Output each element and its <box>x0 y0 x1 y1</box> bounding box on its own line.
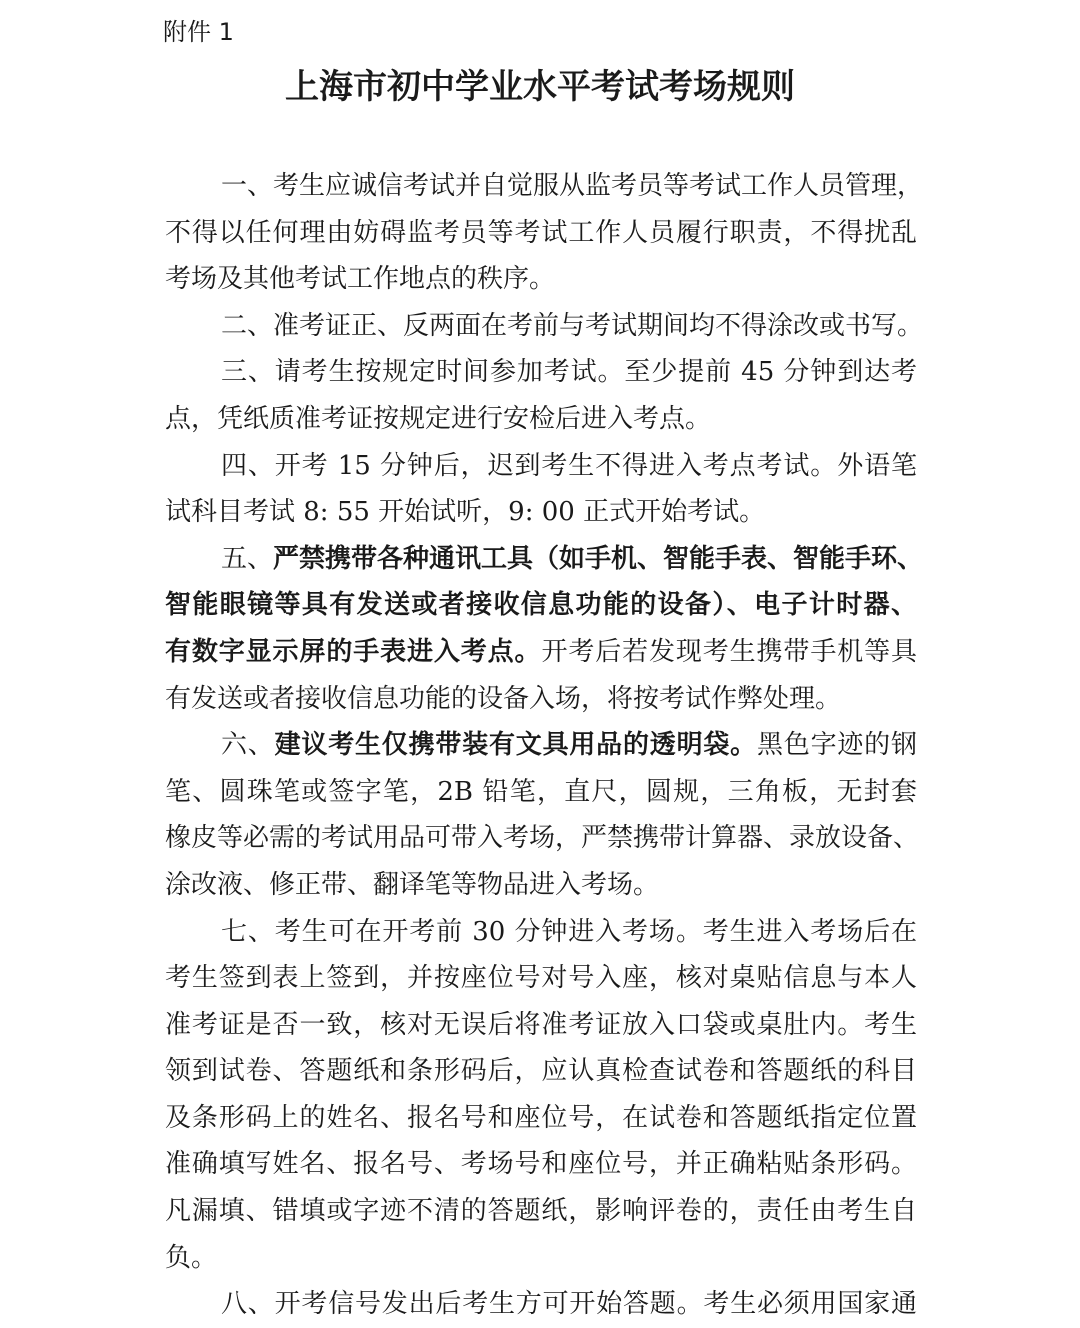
rule-5-bold-text-1: 严禁携带各种通讯工具（如手机、智能手表、智能手环、 <box>273 543 924 574</box>
rule-6-bold-text: 建议考生仅携带装有文具用品的透明袋。 <box>274 730 757 761</box>
rule-6-text-1: 黑色字迹的钢 <box>756 730 917 761</box>
rule-7-line-2: 考生签到表上签到，并按座位号对号入座，核对桌贴信息与本人 <box>165 963 917 994</box>
rules-body <box>165 163 924 1328</box>
rule-7-line-5: 及条形码上的姓名、报名号和座位号，在试卷和答题纸指定位置 <box>165 1102 917 1133</box>
rule-1-line-3: 考场及其他考试工作地点的秩序。 <box>165 264 556 295</box>
rule-6-line-4: 涂改液、修正带、翻译笔等物品进入考场。 <box>165 869 660 900</box>
rule-5-bold-text-2: 智能眼镜等具有发送或者接收信息功能的设备）、电子计时器、 <box>165 590 917 621</box>
rule-7-line-7: 凡漏填、错填或字迹不清的答题纸，影响评卷的，责任由考生自 <box>165 1196 917 1227</box>
rule-7-line-6: 准确填写姓名、报名号、考场号和座位号，并正确粘贴条形码。 <box>165 1149 917 1180</box>
rule-7-line-8: 负。 <box>165 1242 218 1273</box>
rule-5-line-2 <box>165 582 917 629</box>
rule-5-bold-text-3: 有数字显示屏的手表进入考点。 <box>165 636 542 667</box>
attachment-label: 附件 1 <box>163 18 234 46</box>
rule-1-line-1: 一、考生应诚信考试并自觉服从监考员等考试工作人员管理， <box>221 171 924 201</box>
rule-4-line-1: 四、开考 15 分钟后，迟到考生不得进入考点考试。外语笔 <box>221 450 917 481</box>
rule-5-line-3 <box>165 629 917 676</box>
rule-1-line-2: 不得以任何理由妨碍监考员等考试工作人员履行职责，不得扰乱 <box>165 217 917 248</box>
rule-7-line-1: 七、考生可在开考前 30 分钟进入考场。考生进入考场后在 <box>221 916 917 947</box>
page-title: 上海市初中学业水平考试考场规则 <box>285 67 795 107</box>
rule-6-line-3: 橡皮等必需的考试用品可带入考场，严禁携带计算器、录放设备、 <box>165 823 920 854</box>
rule-4-line-2: 试科目考试 8: 55 开始试听，9: 00 正式开始考试。 <box>165 497 766 528</box>
rule-6-line-2: 笔、圆珠笔或签字笔，2B 铅笔，直尺，圆规，三角板，无封套 <box>165 776 917 807</box>
rule-7-line-4: 领到试卷、答题纸和条形码后，应认真检查试卷和答题纸的科目 <box>165 1056 917 1087</box>
rule-5-text-3: 开考后若发现考生携带手机等具 <box>541 636 917 667</box>
rule-6-line-1 <box>165 722 917 769</box>
rule-5-line-4: 有发送或者接收信息功能的设备入场，将按考试作弊处理。 <box>165 683 842 714</box>
rule-3-line-1: 三、请考生按规定时间参加考试。至少提前 45 分钟到达考 <box>221 357 917 388</box>
rule-5-prefix: 五、 <box>221 543 274 574</box>
rule-2-line-1: 二、准考证正、反两面在考前与考试期间均不得涂改或书写。 <box>221 310 924 341</box>
rule-3-line-2: 点，凭纸质准考证按规定进行安检后进入考点。 <box>165 403 712 434</box>
rule-8-line-1: 八、开考信号发出后考生方可开始答题。考生必须用国家通 <box>221 1289 917 1320</box>
rule-7-line-3: 准考证是否一致，核对无误后将准考证放入口袋或桌肚内。考生 <box>165 1009 917 1040</box>
rule-6-prefix: 六、 <box>221 730 275 761</box>
rule-5-line-1 <box>165 536 924 583</box>
